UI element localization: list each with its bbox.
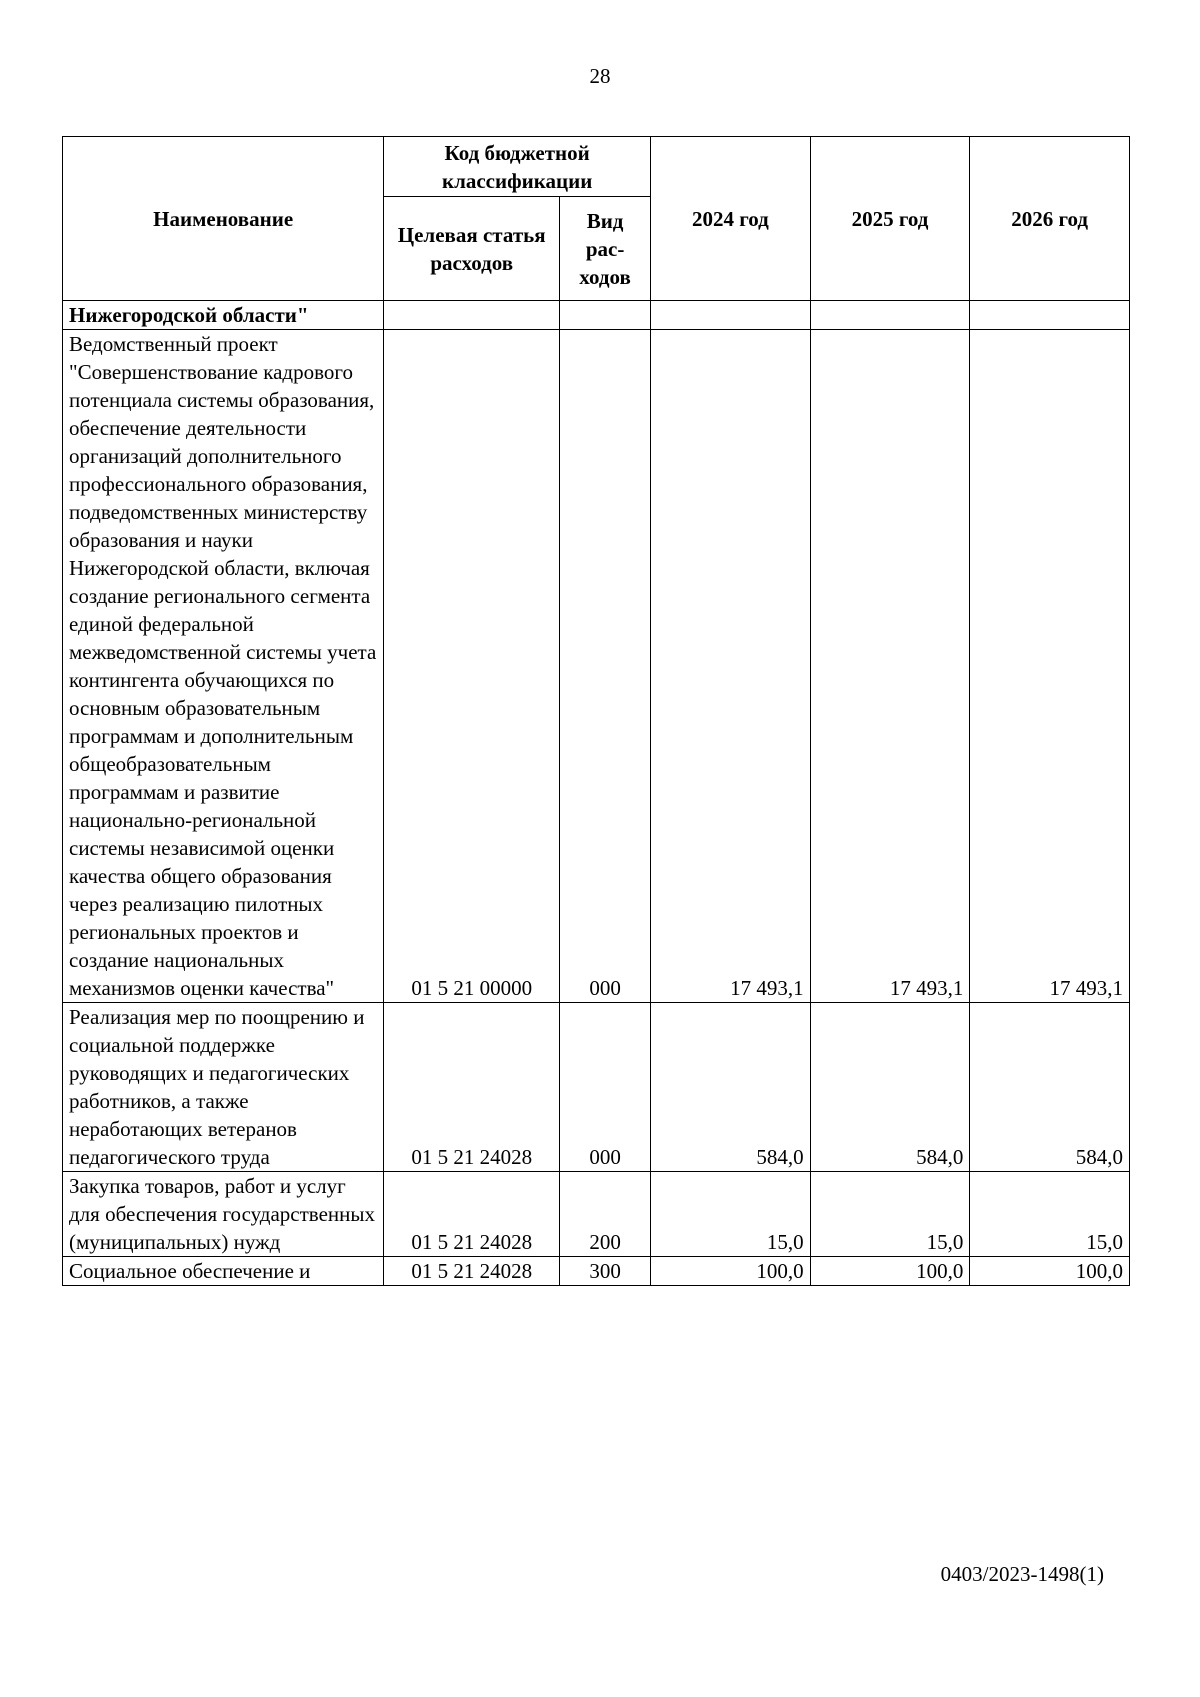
row-name: Ведомственный проект "Совершенствование кадрового потенциала системы образования, обеспечение деятельности организаций дополнительного профессионального образования, подведомственных министерству образования и науки Нижегородской области, включая создание регионального сегмента единой федеральной межведомственной системы учета контингента обучающихся по основным образовательным программам и дополнительным общеобразовательным программам и развитие национально-региональной системы независимой оценки качества общего образования через реализацию пилотных региональных проектов и создание национальных механизмов оценки качества"	[63, 330, 384, 1003]
row-target: 01 5 21 24028	[384, 1172, 560, 1257]
row-name: Реализация мер по поощрению и социальной поддержке руководящих и педагогических работников, а также неработающих ветеранов педагогического труда	[63, 1003, 384, 1172]
row-2026: 584,0	[970, 1003, 1130, 1172]
row-2026: 100,0	[970, 1257, 1130, 1286]
table-row	[63, 301, 1130, 330]
row-2025: 17 493,1	[810, 330, 970, 1003]
row-2024: 15,0	[651, 1172, 811, 1257]
row-kind: 000	[560, 1003, 651, 1172]
row-kind	[560, 301, 651, 330]
row-2026	[970, 301, 1130, 330]
header-name: Наименование	[63, 137, 384, 301]
table-row	[63, 330, 1130, 1003]
row-target: 01 5 21 24028	[384, 1257, 560, 1286]
header-2025: 2025 год	[810, 137, 970, 301]
row-name: Закупка товаров, работ и услуг для обеспечения государственных (муниципальных) нужд	[63, 1172, 384, 1257]
budget-table	[62, 136, 1130, 1286]
header-2026: 2026 год	[970, 137, 1130, 301]
row-kind: 200	[560, 1172, 651, 1257]
row-2024: 100,0	[651, 1257, 811, 1286]
row-target: 01 5 21 00000	[384, 330, 560, 1003]
page-number: 28	[589, 64, 611, 88]
row-name: Нижегородской области"	[63, 301, 384, 330]
row-2025: 15,0	[810, 1172, 970, 1257]
row-2025: 584,0	[810, 1003, 970, 1172]
row-2025	[810, 301, 970, 330]
row-kind: 000	[560, 330, 651, 1003]
row-2025: 100,0	[810, 1257, 970, 1286]
table-row	[63, 1257, 1130, 1286]
row-target	[384, 301, 560, 330]
row-2026: 17 493,1	[970, 330, 1130, 1003]
row-2024: 584,0	[651, 1003, 811, 1172]
table-row	[63, 1172, 1130, 1257]
row-target: 01 5 21 24028	[384, 1003, 560, 1172]
header-target-item: Целевая статья расходов	[384, 197, 560, 301]
row-kind: 300	[560, 1257, 651, 1286]
row-2024	[651, 301, 811, 330]
header-2024: 2024 год	[651, 137, 811, 301]
document-code: 0403/2023-1498(1)	[940, 1562, 1104, 1586]
row-2024: 17 493,1	[651, 330, 811, 1003]
row-name: Социальное обеспечение и	[63, 1257, 384, 1286]
row-2026: 15,0	[970, 1172, 1130, 1257]
header-expense-kind: Вид рас-ходов	[560, 197, 651, 301]
header-budget-code: Код бюджетной классификации	[384, 137, 651, 197]
table-row	[63, 1003, 1130, 1172]
